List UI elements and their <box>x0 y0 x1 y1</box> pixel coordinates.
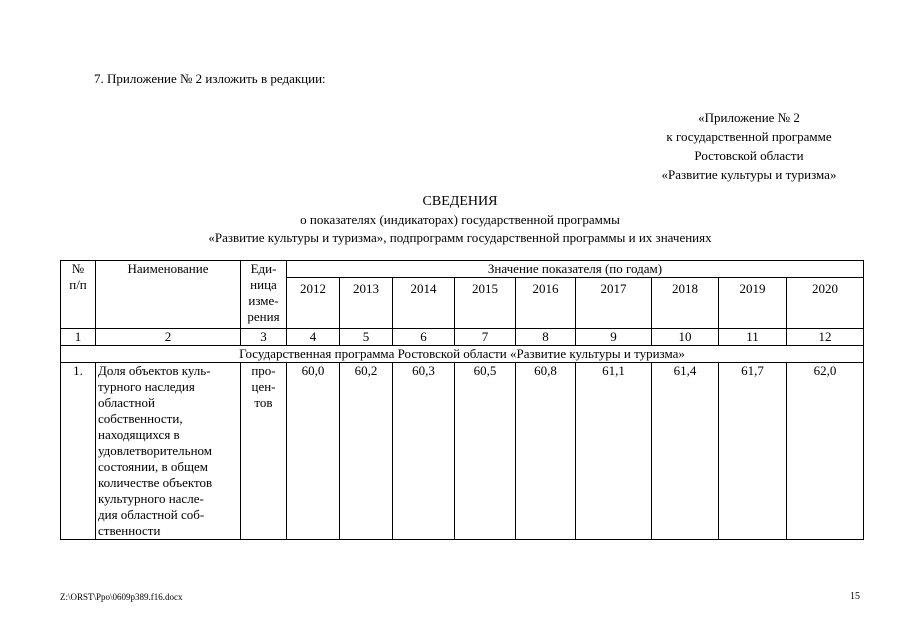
column-number: 7 <box>455 329 516 346</box>
section-title: Государственная программа Ростовской области «Развитие культуры и туризма» <box>61 346 864 363</box>
header-year: 2018 <box>652 278 719 329</box>
column-number: 5 <box>340 329 393 346</box>
value-cell: 60,5 <box>455 363 516 540</box>
header-text: № <box>71 261 85 276</box>
column-number: 8 <box>516 329 576 346</box>
indicator-unit-line: цен- <box>251 379 276 394</box>
indicator-name-line: удовлетворительном <box>98 443 213 458</box>
value-cell: 60,2 <box>340 363 393 540</box>
appendix-line: к государственной программе <box>666 129 832 144</box>
column-number: 1 <box>61 329 96 346</box>
column-number: 12 <box>787 329 864 346</box>
indicator-name-line: дия областной соб- <box>98 507 205 522</box>
header-text: п/п <box>69 277 87 292</box>
value-cell: 61,1 <box>576 363 652 540</box>
header-text: изме- <box>248 293 279 308</box>
appendix-line: «Развитие культуры и туризма» <box>661 167 837 182</box>
appendix-line: «Приложение № 2 <box>698 110 800 125</box>
column-number: 2 <box>96 329 241 346</box>
indicator-unit-line: про- <box>251 363 276 378</box>
row-number: 1. <box>61 363 96 540</box>
header-year: 2015 <box>455 278 516 329</box>
column-number: 6 <box>393 329 455 346</box>
indicator-name-line: собственности, <box>98 411 183 426</box>
indicator-name-line: культурного насле- <box>98 491 204 506</box>
value-cell: 60,0 <box>287 363 340 540</box>
table-row <box>61 363 864 540</box>
indicator-name-line: областной <box>98 395 155 410</box>
appendix-line: Ростовской области <box>694 148 804 163</box>
column-number: 10 <box>652 329 719 346</box>
header-name: Наименование <box>96 261 241 329</box>
header-text: Еди- <box>250 261 277 276</box>
intro-line: 7. Приложение № 2 изложить в редакции: <box>94 71 326 86</box>
header-year: 2016 <box>516 278 576 329</box>
indicator-unit-line: тов <box>254 395 273 410</box>
column-numbers-row <box>61 329 864 346</box>
column-number: 3 <box>241 329 287 346</box>
header-text: рения <box>247 309 280 324</box>
indicator-name-line: ственности <box>98 523 161 538</box>
appendix-header <box>620 108 878 184</box>
header-year: 2014 <box>393 278 455 329</box>
indicators-table <box>60 260 864 540</box>
header-row <box>61 261 864 278</box>
header-year: 2012 <box>287 278 340 329</box>
header-year: 2019 <box>719 278 787 329</box>
header-year: 2013 <box>340 278 393 329</box>
header-year: 2020 <box>787 278 864 329</box>
title-subline: «Развитие культуры и туризма», подпрограмм государственной программы и их значениях <box>208 230 712 245</box>
header-text: ница <box>250 277 277 292</box>
column-number: 11 <box>719 329 787 346</box>
indicator-name-line: Доля объектов куль- <box>98 363 211 378</box>
value-cell: 60,3 <box>393 363 455 540</box>
indicator-name-line: турного наследия <box>98 379 195 394</box>
value-cell: 62,0 <box>787 363 864 540</box>
value-cell: 61,7 <box>719 363 787 540</box>
footer-file-path: Z:\ORST\Ppo\0609p389.f16.docx <box>60 592 183 602</box>
indicator-name-line: находящихся в <box>98 427 180 442</box>
indicator-name <box>96 363 241 540</box>
title-line: СВЕДЕНИЯ <box>422 194 498 209</box>
column-number: 9 <box>576 329 652 346</box>
value-cell: 60,8 <box>516 363 576 540</box>
title-subline: о показателях (индикаторах) государственной программы <box>300 212 620 227</box>
value-cell: 61,4 <box>652 363 719 540</box>
indicator-unit <box>241 363 287 540</box>
header-num <box>61 261 96 329</box>
column-number: 4 <box>287 329 340 346</box>
page-number: 15 <box>850 591 860 602</box>
document-title <box>60 192 860 247</box>
header-year: 2017 <box>576 278 652 329</box>
indicator-name-line: состоянии, в общем <box>98 459 208 474</box>
indicator-name-line: количестве объектов <box>98 475 213 490</box>
header-values-title: Значение показателя (по годам) <box>287 261 864 278</box>
header-unit <box>241 261 287 329</box>
section-row <box>61 346 864 363</box>
